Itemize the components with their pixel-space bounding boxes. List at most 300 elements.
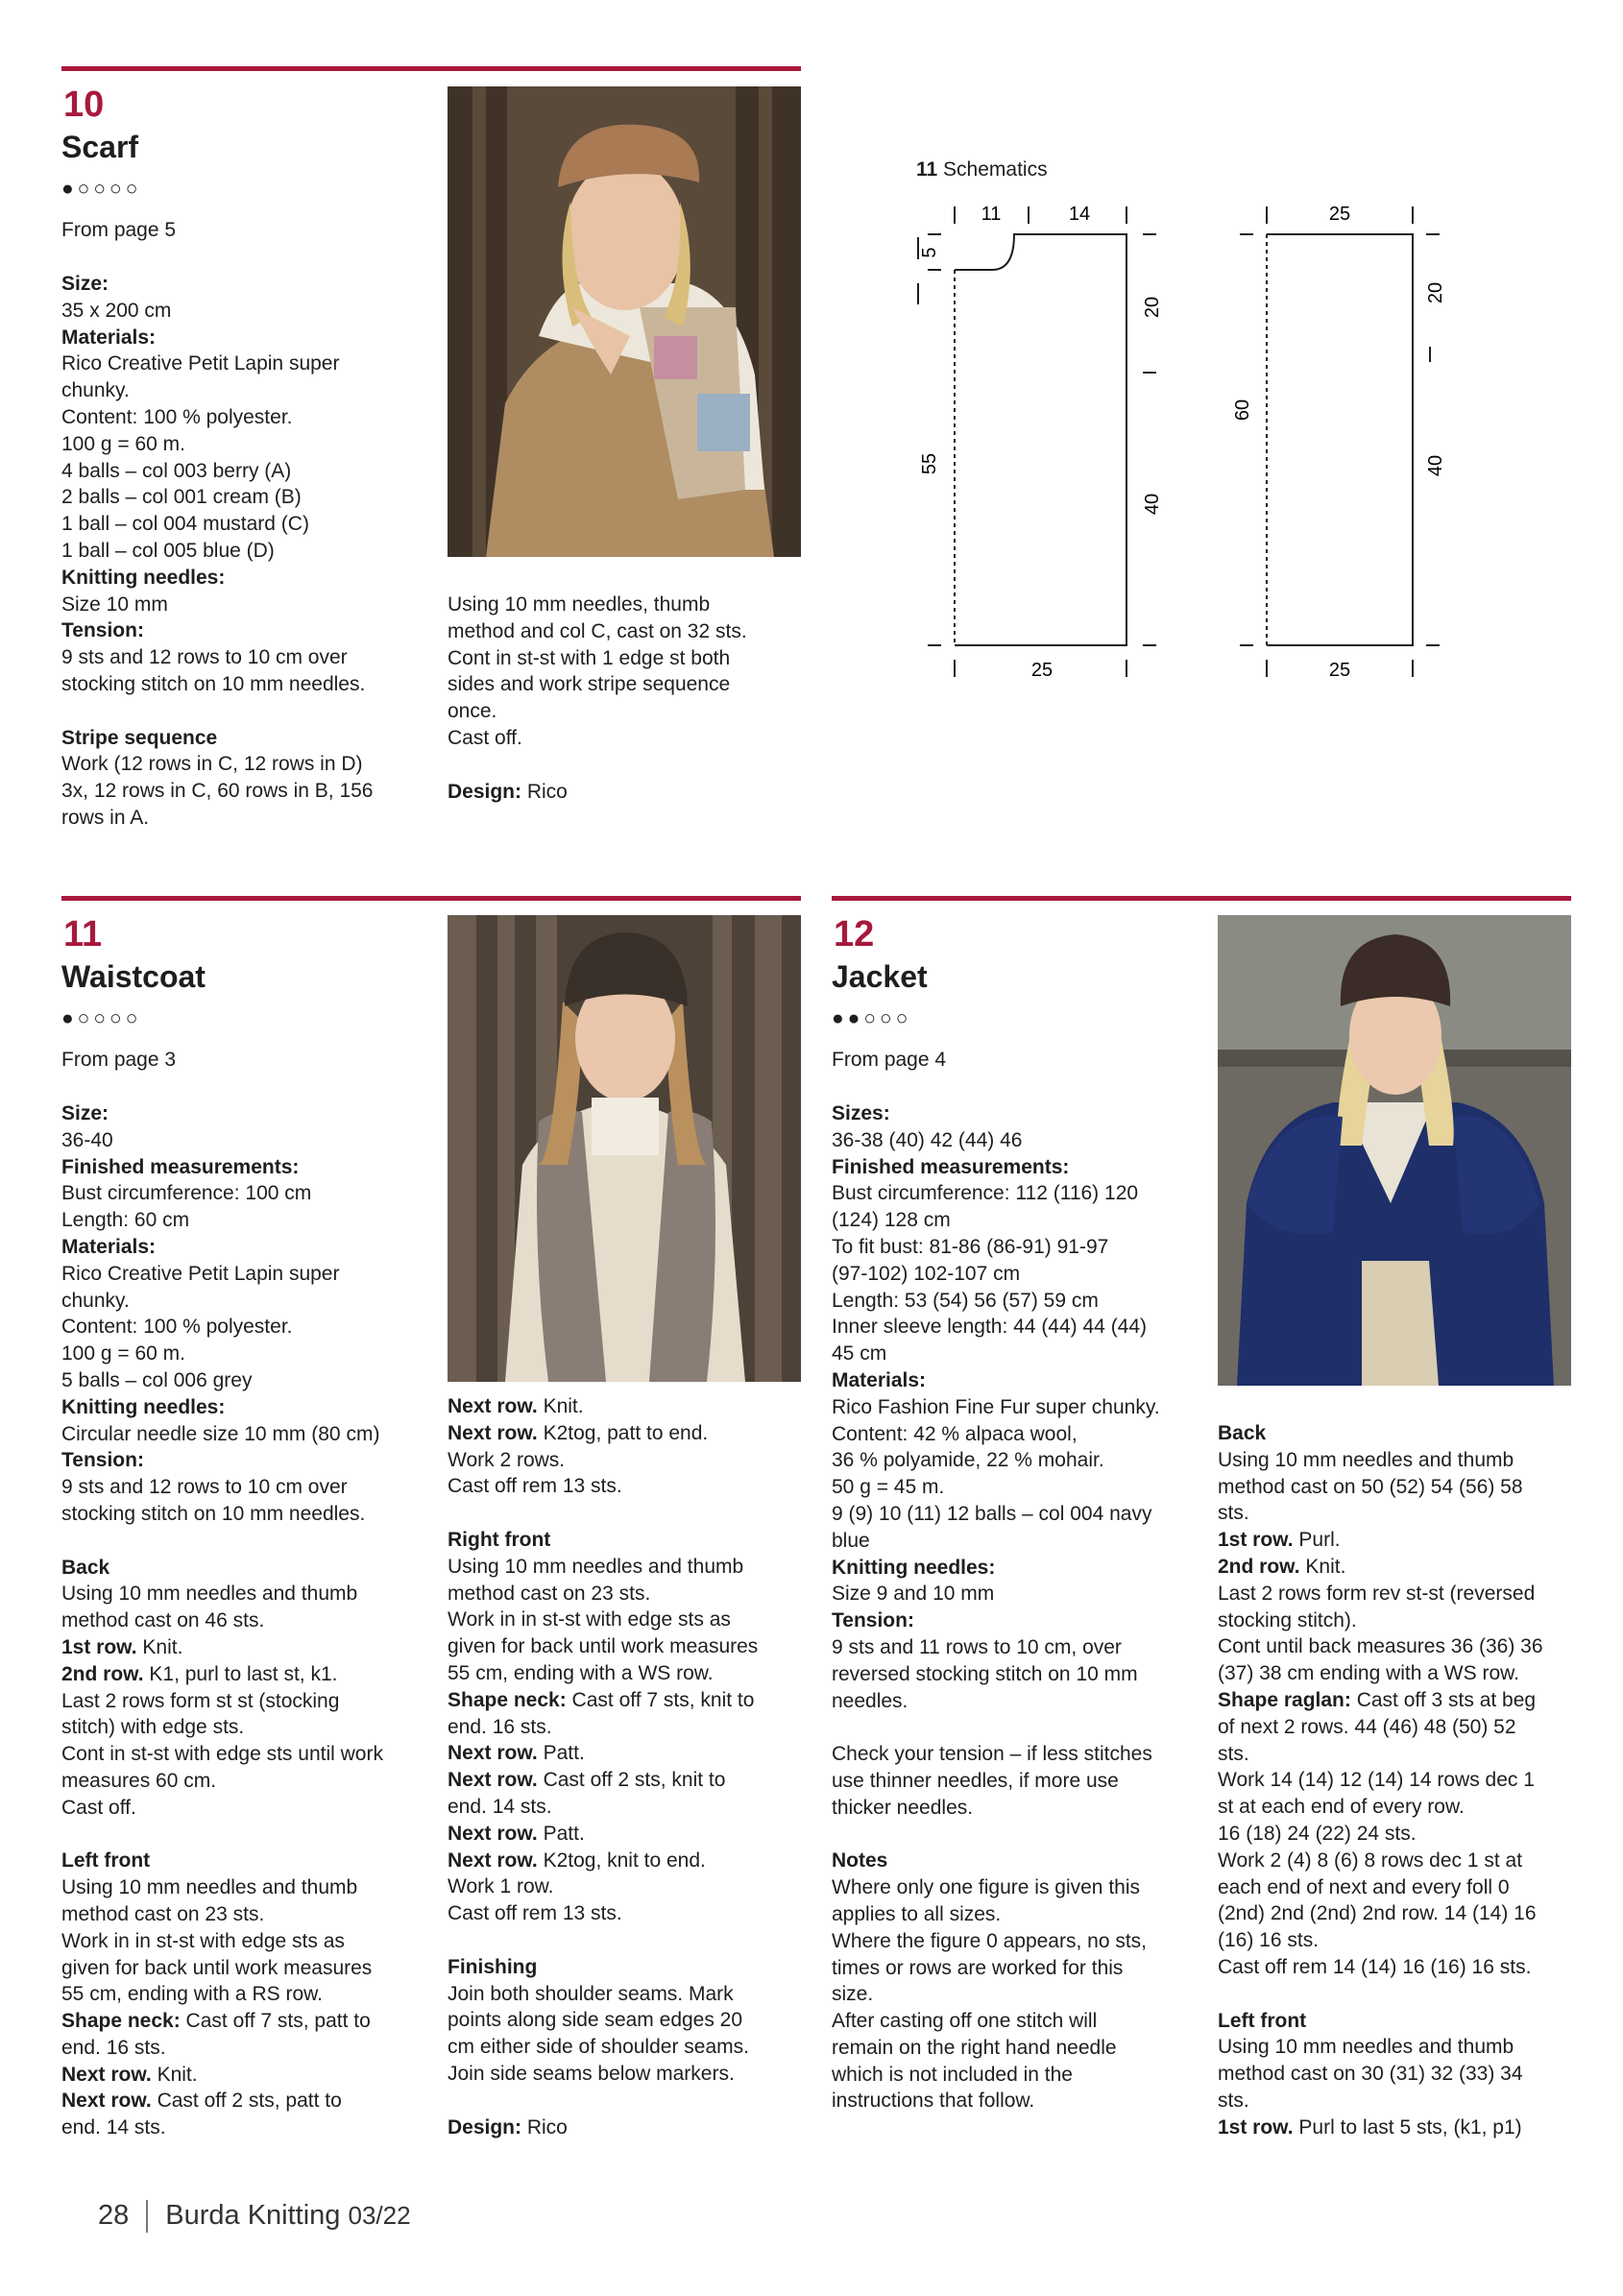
magazine-issue: 03/22 bbox=[348, 2201, 411, 2230]
text-line bbox=[448, 725, 803, 752]
text-line bbox=[61, 1955, 436, 1982]
text-line bbox=[61, 1261, 436, 1288]
text-line bbox=[832, 1100, 1206, 1127]
text-line bbox=[1218, 1741, 1577, 1768]
paragraph-gap bbox=[448, 2088, 803, 2115]
text-line bbox=[61, 538, 436, 565]
text-line bbox=[1218, 1474, 1577, 1501]
line-text: method cast on 23 sts. bbox=[61, 1902, 265, 1925]
line-text: points along side seam edges 20 bbox=[448, 2009, 743, 2032]
text-line bbox=[448, 1527, 803, 1554]
text-line bbox=[448, 1714, 803, 1741]
bold-label: Back bbox=[61, 1556, 110, 1579]
text-line bbox=[448, 2034, 803, 2061]
bold-label: Materials: bbox=[61, 326, 157, 349]
line-text: To fit bust: 81-86 (86-91) 91-97 bbox=[832, 1235, 1109, 1258]
line-text: Cont in st-st with 1 edge st both bbox=[448, 646, 731, 669]
text-line bbox=[448, 1848, 803, 1874]
text-line bbox=[61, 2115, 436, 2141]
text-line bbox=[448, 592, 803, 618]
text-line bbox=[448, 1660, 803, 1687]
text-line bbox=[61, 458, 436, 485]
bold-label: Tension: bbox=[832, 1609, 914, 1632]
text-line bbox=[1218, 1633, 1577, 1660]
text-line bbox=[1218, 2034, 1577, 2061]
bold-label: Finished measurements: bbox=[832, 1155, 1070, 1178]
text-line bbox=[61, 644, 436, 671]
bold-label: Next row. bbox=[448, 1395, 538, 1417]
text-line bbox=[832, 1661, 1206, 1688]
text-line bbox=[832, 1795, 1206, 1822]
line-text: K2tog, knit to end. bbox=[537, 1849, 706, 1872]
text-line bbox=[448, 645, 803, 672]
line-text: Inner sleeve length: 44 (44) 44 (44) bbox=[832, 1316, 1148, 1339]
text-line bbox=[61, 1234, 436, 1261]
line-text: Cast off rem 14 (14) 16 (16) 16 sts. bbox=[1218, 1955, 1532, 1978]
text-line bbox=[832, 1688, 1206, 1715]
line-text: Cast off rem 13 sts. bbox=[448, 1475, 622, 1498]
bold-label: Right front bbox=[448, 1528, 551, 1551]
footer-separator bbox=[146, 2200, 148, 2233]
line-text: K2tog, patt to end. bbox=[537, 1421, 709, 1444]
text-line bbox=[61, 298, 436, 325]
text-line bbox=[61, 1314, 436, 1341]
text-line bbox=[832, 2088, 1206, 2115]
text-line bbox=[832, 1394, 1206, 1421]
text-line bbox=[1218, 1874, 1577, 1901]
text-line bbox=[61, 1288, 436, 1315]
text-line bbox=[61, 1768, 436, 1795]
line-text: 55 cm, ending with a WS row. bbox=[448, 1661, 714, 1684]
text-line bbox=[448, 1473, 803, 1500]
schematics-label: Schematics bbox=[943, 158, 1048, 181]
line-text: Cont in st-st with edge sts until work bbox=[61, 1743, 383, 1766]
text-line bbox=[61, 1501, 436, 1528]
paragraph-gap bbox=[448, 1927, 803, 1954]
line-text: Cast off 7 sts, patt to bbox=[180, 2010, 371, 2033]
text-line bbox=[61, 271, 436, 298]
line-text: Work 14 (14) 12 (14) 14 rows dec 1 bbox=[1218, 1769, 1535, 1792]
line-text: Bust circumference: 112 (116) 120 bbox=[832, 1182, 1139, 1205]
line-text: needles. bbox=[832, 1689, 908, 1712]
text-line bbox=[832, 1501, 1206, 1528]
bold-label: 2nd row. bbox=[1218, 1555, 1300, 1578]
schematics-number: 11 bbox=[916, 158, 938, 181]
back-upper-dim: 20 bbox=[1425, 281, 1446, 304]
line-text: 2 balls – col 001 cream (B) bbox=[61, 486, 302, 509]
text-line bbox=[61, 1154, 436, 1181]
line-text: (16) 16 sts. bbox=[1218, 1929, 1320, 1952]
back-bottom-dim: 25 bbox=[1328, 660, 1351, 681]
text-line bbox=[61, 1555, 436, 1582]
text-line bbox=[1218, 1607, 1577, 1634]
jacket-model-image bbox=[1218, 915, 1571, 1386]
text-line bbox=[832, 1261, 1206, 1288]
text-line bbox=[832, 1607, 1206, 1634]
line-text: Work (12 rows in C, 12 rows in D) bbox=[61, 753, 363, 776]
line-text: After casting off one stitch will bbox=[832, 2010, 1098, 2033]
text-line bbox=[61, 1421, 436, 1448]
bold-label: Next row. bbox=[61, 2063, 152, 2086]
line-text: given for back until work measures bbox=[448, 1635, 759, 1658]
text-line bbox=[61, 725, 436, 752]
line-text: Cast off 3 sts at beg bbox=[1350, 1688, 1537, 1711]
line-text: Cast off 7 sts, knit to bbox=[566, 1688, 755, 1711]
text-line bbox=[61, 1581, 436, 1607]
text-line bbox=[61, 2035, 436, 2062]
text-line bbox=[448, 671, 803, 698]
line-text: of next 2 rows. 44 (46) 48 (50) 52 bbox=[1218, 1715, 1516, 1738]
paragraph-gap bbox=[1218, 1981, 1577, 2008]
text-line bbox=[448, 1607, 803, 1633]
line-text: Cast off rem 13 sts. bbox=[448, 1902, 622, 1925]
pattern-title-scarf: Scarf bbox=[61, 130, 139, 164]
line-text: Rico Fashion Fine Fur super chunky. bbox=[832, 1395, 1160, 1418]
text-line bbox=[832, 1528, 1206, 1555]
text-line bbox=[448, 1767, 803, 1794]
front-top-right-dim: 14 bbox=[1068, 204, 1091, 225]
text-line bbox=[61, 1394, 436, 1421]
photo-jacket bbox=[1218, 915, 1571, 1386]
bold-label: 1st row. bbox=[61, 1635, 137, 1658]
bold-label: Tension: bbox=[61, 619, 144, 642]
front-bottom-dim: 25 bbox=[1030, 660, 1054, 681]
line-text: Work 1 row. bbox=[448, 1875, 554, 1898]
text-line bbox=[1218, 1500, 1577, 1527]
instructions-scarf-col2 bbox=[448, 592, 803, 805]
bold-label: Sizes: bbox=[832, 1102, 890, 1124]
text-line bbox=[832, 2008, 1206, 2035]
bold-label: Knitting needles: bbox=[61, 1395, 226, 1418]
front-lower-dim: 40 bbox=[1142, 493, 1163, 516]
line-text: Using 10 mm needles and thumb bbox=[1218, 2036, 1514, 2059]
front-upper-dim: 20 bbox=[1142, 296, 1163, 319]
line-text: chunky. bbox=[61, 1289, 130, 1312]
instructions-waistcoat-col1 bbox=[61, 1100, 436, 2141]
line-text: Using 10 mm needles and thumb bbox=[61, 1583, 358, 1606]
line-text: end. 14 sts. bbox=[448, 1795, 552, 1818]
back-top-dim: 25 bbox=[1328, 204, 1351, 225]
text-line bbox=[448, 2007, 803, 2034]
line-text: Bust circumference: 100 cm bbox=[61, 1182, 312, 1205]
line-text: which is not included in the bbox=[832, 2063, 1073, 2086]
line-text: Rico Creative Petit Lapin super bbox=[61, 1262, 340, 1285]
line-text: sts. bbox=[1218, 1502, 1249, 1525]
text-line bbox=[832, 1555, 1206, 1582]
line-text: Last 2 rows form st st (stocking bbox=[61, 1689, 340, 1712]
line-text: stocking stitch). bbox=[1218, 1608, 1357, 1631]
text-line bbox=[61, 778, 436, 805]
text-line bbox=[832, 1314, 1206, 1341]
text-line bbox=[448, 1393, 803, 1420]
text-line bbox=[61, 2062, 436, 2089]
line-text: 16 (18) 24 (22) 24 sts. bbox=[1218, 1822, 1417, 1845]
back-lower-dim: 40 bbox=[1425, 454, 1446, 477]
line-text: sts. bbox=[1218, 1742, 1249, 1765]
line-text: Cont until back measures 36 (36) 36 bbox=[1218, 1635, 1543, 1658]
section-rule-waistcoat bbox=[61, 896, 801, 901]
text-line bbox=[1218, 2088, 1577, 2115]
line-text: instructions that follow. bbox=[832, 2090, 1035, 2113]
text-line bbox=[1218, 1660, 1577, 1687]
schematic-front bbox=[910, 197, 1170, 687]
paragraph-gap bbox=[61, 698, 436, 725]
line-text: Patt. bbox=[537, 1742, 585, 1765]
text-line bbox=[832, 1154, 1206, 1181]
line-text: 35 x 200 cm bbox=[61, 299, 172, 322]
line-text: Content: 100 % polyester. bbox=[61, 1316, 293, 1339]
line-text: end. 16 sts. bbox=[61, 2036, 166, 2059]
line-text: end. 14 sts. bbox=[61, 2116, 166, 2139]
line-text: Cast off 2 sts, knit to bbox=[537, 1769, 726, 1792]
line-text: (124) 128 cm bbox=[832, 1209, 951, 1232]
line-text: 9 sts and 12 rows to 10 cm over bbox=[61, 646, 348, 669]
front-side-dim: 55 bbox=[919, 452, 940, 475]
bold-label: Size: bbox=[61, 273, 109, 295]
bold-label: Notes bbox=[832, 1849, 888, 1873]
bold-label: Finished measurements: bbox=[61, 1155, 300, 1178]
line-text: (37) 38 cm ending with a WS row. bbox=[1218, 1662, 1519, 1685]
text-line bbox=[448, 1981, 803, 2008]
line-text: Content: 100 % polyester. bbox=[61, 405, 293, 428]
line-text: remain on the right hand needle bbox=[832, 2036, 1117, 2059]
page-number: 28 bbox=[98, 2200, 130, 2231]
text-line bbox=[832, 1581, 1206, 1607]
bold-label: Design: bbox=[448, 2115, 522, 2139]
schematics-title bbox=[916, 158, 1048, 181]
line-text: each end of next and every foll 0 bbox=[1218, 1875, 1510, 1898]
line-text: times or rows are worked for this bbox=[832, 1956, 1124, 1979]
section-rule-jacket bbox=[832, 896, 1571, 901]
text-line bbox=[832, 1421, 1206, 1448]
line-text: Work in in st-st with edge sts as bbox=[61, 1929, 345, 1952]
text-line bbox=[832, 1741, 1206, 1768]
bold-label: Next row. bbox=[448, 1769, 538, 1792]
text-line bbox=[61, 617, 436, 644]
bold-label: Back bbox=[1218, 1422, 1267, 1444]
text-line bbox=[1218, 2115, 1577, 2141]
text-line bbox=[448, 1794, 803, 1821]
line-text: Circular needle size 10 mm (80 cm) bbox=[61, 1422, 380, 1445]
text-line bbox=[61, 751, 436, 778]
line-text: Knit. bbox=[136, 1635, 183, 1658]
pattern-number-scarf: 10 bbox=[63, 85, 105, 125]
text-line bbox=[832, 1901, 1206, 1928]
line-text: Rico bbox=[521, 2115, 568, 2139]
line-text: Knit. bbox=[1299, 1555, 1346, 1578]
text-line bbox=[61, 1901, 436, 1928]
line-text: Work 2 (4) 8 (6) 8 rows dec 1 st at bbox=[1218, 1849, 1523, 1872]
text-line bbox=[61, 1741, 436, 1768]
text-line bbox=[61, 1341, 436, 1367]
bold-label: Size: bbox=[61, 1102, 109, 1124]
text-line bbox=[1218, 1420, 1577, 1447]
text-line bbox=[448, 1420, 803, 1447]
text-line bbox=[61, 431, 436, 458]
line-text: end. 16 sts. bbox=[448, 1715, 552, 1738]
paragraph-gap bbox=[832, 1822, 1206, 1849]
text-line bbox=[61, 1688, 436, 1715]
line-text: Length: 60 cm bbox=[61, 1209, 190, 1232]
line-text: method cast on 46 sts. bbox=[61, 1609, 265, 1632]
photo-scarf bbox=[448, 86, 801, 557]
line-text: 4 balls – col 003 berry (A) bbox=[61, 459, 292, 482]
text-line bbox=[61, 805, 436, 832]
text-line bbox=[1218, 1581, 1577, 1607]
line-text: Cast off 2 sts, patt to bbox=[151, 2090, 342, 2113]
text-line bbox=[832, 1447, 1206, 1474]
line-text: 3x, 12 rows in C, 60 rows in B, 156 bbox=[61, 780, 374, 803]
line-text: Check your tension – if less stitches bbox=[832, 1743, 1152, 1766]
line-text: 45 cm bbox=[832, 1342, 887, 1366]
text-line bbox=[61, 1848, 436, 1874]
pattern-number-waistcoat: 11 bbox=[63, 914, 103, 955]
bold-label: Knitting needles: bbox=[832, 1556, 996, 1579]
text-line bbox=[61, 1661, 436, 1688]
line-text: Join both shoulder seams. Mark bbox=[448, 1982, 734, 2005]
text-line bbox=[832, 2062, 1206, 2089]
text-line bbox=[448, 1687, 803, 1714]
line-text: Patt. bbox=[537, 1822, 585, 1845]
line-text: 100 g = 60 m. bbox=[61, 1342, 186, 1366]
text-line bbox=[61, 1100, 436, 1127]
bold-label: Next row. bbox=[448, 1849, 538, 1872]
scarf-model-image bbox=[448, 86, 801, 557]
line-text: 9 sts and 11 rows to 10 cm, over bbox=[832, 1635, 1122, 1658]
from-page-jacket: From page 4 bbox=[832, 1049, 947, 1071]
line-text: applies to all sizes. bbox=[832, 1902, 1002, 1925]
bold-label: Tension: bbox=[61, 1449, 144, 1472]
line-text: (97-102) 102-107 cm bbox=[832, 1262, 1021, 1285]
text-line bbox=[1218, 1900, 1577, 1927]
text-line bbox=[832, 1207, 1206, 1234]
text-line bbox=[61, 1127, 436, 1154]
line-text: 50 g = 45 m. bbox=[832, 1476, 945, 1499]
line-text: Using 10 mm needles, thumb bbox=[448, 593, 711, 616]
instructions-jacket-col1 bbox=[832, 1100, 1206, 2115]
paragraph-gap bbox=[61, 1528, 436, 1555]
text-line bbox=[832, 1288, 1206, 1315]
line-text: 36-38 (40) 42 (44) 46 bbox=[832, 1128, 1023, 1151]
text-line bbox=[61, 404, 436, 431]
line-text: Rico bbox=[521, 780, 568, 803]
text-line bbox=[61, 1795, 436, 1822]
text-line bbox=[448, 1581, 803, 1607]
bold-label: Design: bbox=[448, 780, 522, 803]
line-text: Join side seams below markers. bbox=[448, 2062, 735, 2085]
line-text: stocking stitch on 10 mm needles. bbox=[61, 1502, 366, 1525]
page-footer bbox=[98, 2200, 411, 2233]
text-line bbox=[832, 1634, 1206, 1661]
line-text: Length: 53 (54) 56 (57) 59 cm bbox=[832, 1289, 1099, 1312]
line-text: stocking stitch on 10 mm needles. bbox=[61, 672, 366, 695]
bold-label: 1st row. bbox=[1218, 1529, 1294, 1552]
paragraph-gap bbox=[448, 752, 803, 779]
line-text: method cast on 23 sts. bbox=[448, 1582, 651, 1605]
text-line bbox=[832, 1127, 1206, 1154]
line-text: Purl to last 5 sts, (k1, p1) bbox=[1293, 2115, 1522, 2139]
photo-waistcoat bbox=[448, 915, 801, 1382]
line-text: method and col C, cast on 32 sts. bbox=[448, 619, 747, 642]
text-line bbox=[61, 2008, 436, 2035]
text-line bbox=[1218, 1767, 1577, 1794]
instructions-scarf-col1 bbox=[61, 271, 436, 832]
line-text: sides and work stripe sequence bbox=[448, 673, 731, 696]
bold-label: Stripe sequence bbox=[61, 726, 218, 749]
line-text: 1 ball – col 005 blue (D) bbox=[61, 539, 275, 562]
instructions-waistcoat-col2 bbox=[448, 1393, 803, 2140]
text-line bbox=[832, 1367, 1206, 1394]
bold-label: Next row. bbox=[448, 1822, 538, 1845]
line-text: chunky. bbox=[61, 379, 130, 402]
line-text: given for back until work measures bbox=[61, 1956, 373, 1979]
line-text: stitch) with edge sts. bbox=[61, 1716, 245, 1739]
line-text: 9 (9) 10 (11) 12 balls – col 004 navy bbox=[832, 1502, 1152, 1525]
text-line bbox=[61, 350, 436, 377]
line-text: once. bbox=[448, 700, 497, 723]
text-line bbox=[448, 1900, 803, 1927]
text-line bbox=[61, 671, 436, 698]
bold-label: 2nd row. bbox=[61, 1662, 144, 1685]
bold-label: Materials: bbox=[61, 1235, 157, 1258]
text-line bbox=[832, 1928, 1206, 1955]
text-line bbox=[448, 2061, 803, 2088]
line-text: Work 2 rows. bbox=[448, 1448, 566, 1471]
line-text: Knit. bbox=[537, 1395, 584, 1417]
text-line bbox=[832, 1768, 1206, 1795]
text-line bbox=[61, 1180, 436, 1207]
pattern-title-waistcoat: Waistcoat bbox=[61, 959, 206, 994]
text-line bbox=[448, 779, 803, 806]
bold-label: Shape neck: bbox=[61, 2010, 181, 2033]
text-line bbox=[448, 698, 803, 725]
line-text: use thinner needles, if more use bbox=[832, 1769, 1119, 1792]
text-line bbox=[61, 1634, 436, 1661]
line-text: Cast off. bbox=[448, 726, 522, 749]
text-line bbox=[1218, 1954, 1577, 1981]
line-text: Using 10 mm needles and thumb bbox=[1218, 1448, 1514, 1471]
bold-label: Knitting needles: bbox=[61, 566, 226, 589]
text-line bbox=[1218, 1714, 1577, 1741]
waistcoat-model-image bbox=[448, 915, 801, 1382]
text-line bbox=[61, 592, 436, 618]
line-text: Where only one figure is given this bbox=[832, 1876, 1140, 1899]
text-line bbox=[1218, 1821, 1577, 1848]
text-line bbox=[832, 1981, 1206, 2008]
text-line bbox=[832, 1955, 1206, 1982]
pattern-number-jacket: 12 bbox=[834, 914, 875, 955]
bold-label: Finishing bbox=[448, 1955, 538, 1978]
text-line bbox=[448, 1873, 803, 1900]
text-line bbox=[832, 1180, 1206, 1207]
text-line bbox=[1218, 1447, 1577, 1474]
line-text: 36-40 bbox=[61, 1128, 113, 1151]
line-text: reversed stocking stitch on 10 mm bbox=[832, 1662, 1138, 1685]
text-line bbox=[448, 1821, 803, 1848]
bold-label: Left front bbox=[61, 1849, 151, 1873]
line-text: Using 10 mm needles and thumb bbox=[61, 1876, 358, 1899]
text-line bbox=[832, 2035, 1206, 2062]
line-text: 100 g = 60 m. bbox=[61, 432, 186, 455]
text-line bbox=[448, 1954, 803, 1981]
text-line bbox=[61, 377, 436, 404]
text-line bbox=[1218, 1927, 1577, 1954]
text-line bbox=[61, 1928, 436, 1955]
text-line bbox=[1218, 2008, 1577, 2035]
line-text: Using 10 mm needles and thumb bbox=[448, 1555, 744, 1578]
line-text: sts. bbox=[1218, 2089, 1249, 2112]
text-line bbox=[1218, 1687, 1577, 1714]
